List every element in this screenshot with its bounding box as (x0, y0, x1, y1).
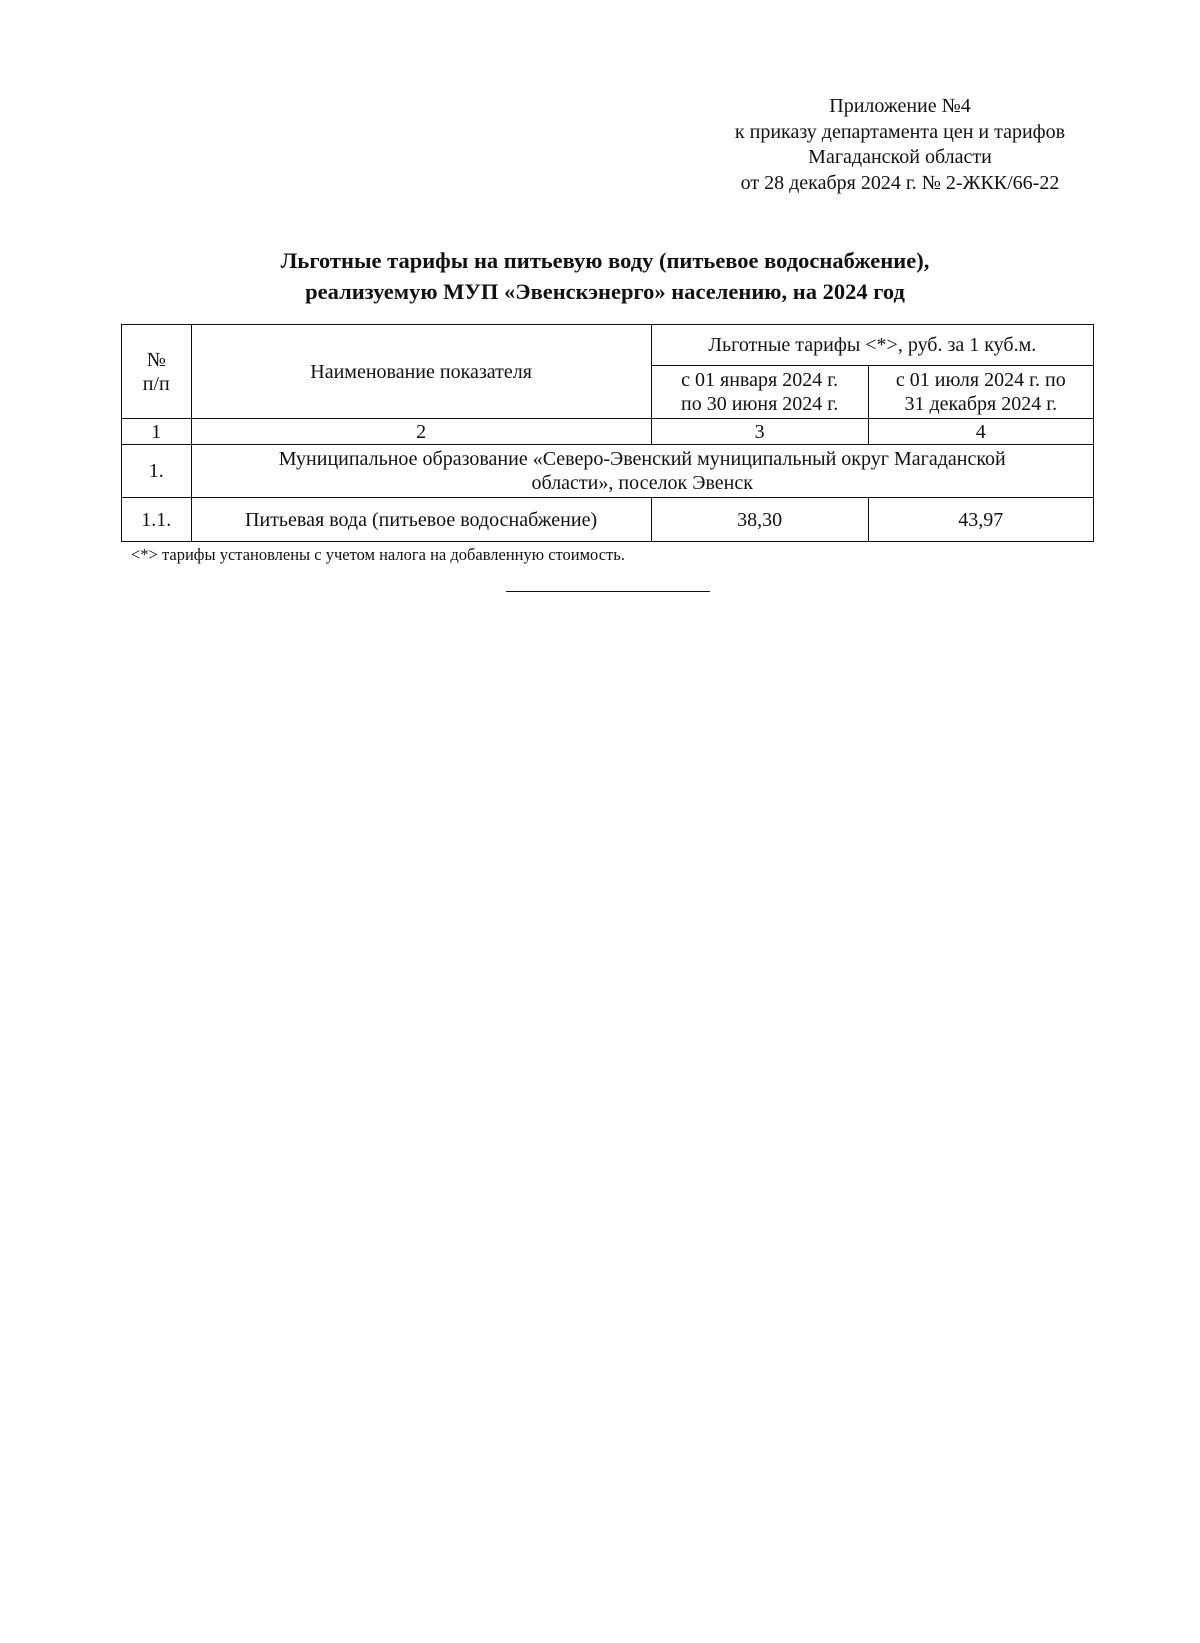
header-num-cell (122, 325, 192, 419)
municipality-row (122, 445, 1094, 498)
header-num-abbr: п/п (142, 372, 170, 395)
header-period1-start: с 01 января 2024 г. (681, 369, 839, 391)
appendix-region: Магаданской области (808, 146, 992, 168)
tariff-table (121, 324, 1094, 542)
footnote: <*> тарифы установлены с учетом налога на добавленную стоимость. (131, 545, 625, 564)
municipality-name-line1: Муниципальное образование «Северо-Эвенский муниципальный округ Магаданской (278, 448, 1006, 470)
document-title-line2: реализуемую МУП «Эвенскэнерго» населению, на 2024 год (305, 279, 905, 304)
header-period2-start: с 01 июля 2024 г. по (895, 369, 1066, 391)
end-divider (506, 591, 710, 592)
item-name: Питьевая вода (питьевое водоснабжение) (191, 498, 651, 542)
document-title-line1: Льготные тарифы на питьевую воду (питьевое водоснабжение), (280, 248, 930, 273)
header-num-symbol: № (146, 348, 166, 371)
appendix-order-date: от 28 декабря 2024 г. № 2-ЖКК/66-22 (740, 171, 1060, 194)
header-period1-end: по 30 июня 2024 г. (681, 393, 839, 415)
municipality-name-line2: области», поселок Эвенск (531, 472, 753, 494)
header-period1-cell (651, 366, 868, 419)
appendix-title: Приложение №4 (829, 95, 971, 117)
document-title (120, 245, 1090, 307)
column-number-2: 2 (191, 419, 651, 445)
table-header-row (122, 325, 1094, 366)
column-number-row (122, 419, 1094, 445)
header-tariffs-cell: Льготные тарифы <*>, руб. за 1 куб.м. (651, 325, 1093, 366)
item-value-period2: 43,97 (868, 498, 1093, 542)
column-number-4: 4 (868, 419, 1093, 445)
table-row (122, 498, 1094, 542)
column-number-1: 1 (122, 419, 192, 445)
appendix-header (700, 94, 1100, 196)
header-period2-end: 31 декабря 2024 г. (904, 393, 1058, 415)
municipality-num: 1. (122, 445, 192, 498)
item-num: 1.1. (122, 498, 192, 542)
column-number-3: 3 (651, 419, 868, 445)
header-period2-cell (868, 366, 1093, 419)
item-value-period1: 38,30 (651, 498, 868, 542)
appendix-order-ref: к приказу департамента цен и тарифов (734, 120, 1066, 143)
header-name-cell: Наименование показателя (191, 325, 651, 419)
municipality-name-cell (191, 445, 1094, 498)
